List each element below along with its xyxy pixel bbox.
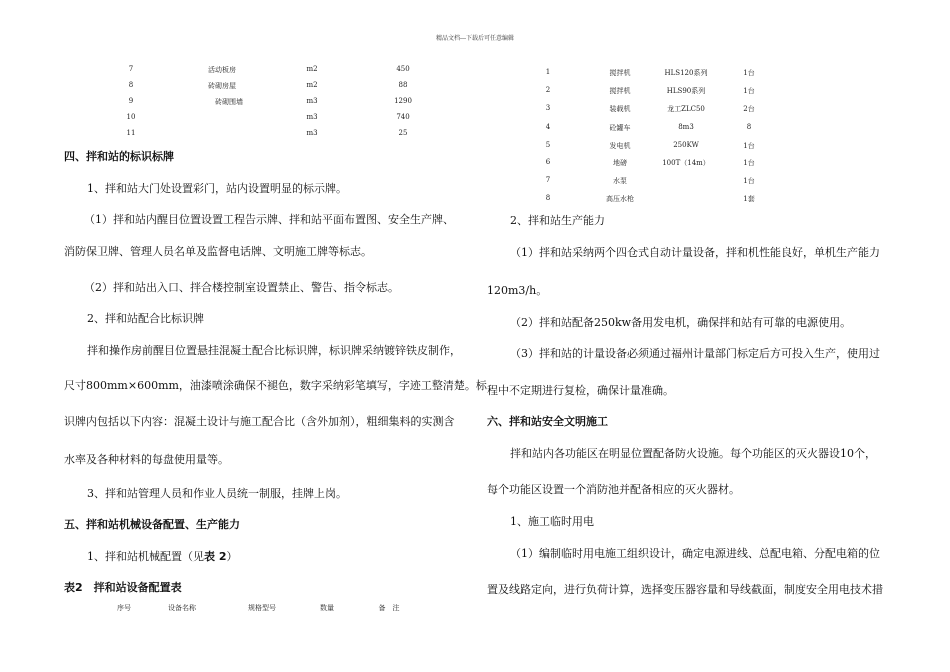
row-qty: 1台: [743, 87, 755, 95]
row-name: 高压水枪: [606, 195, 634, 203]
paragraph: 1、拌和站大门处设置彩门，站内设置明显的标示牌。: [87, 182, 347, 195]
paragraph-text: 1、拌和站机械配置（见: [87, 550, 204, 563]
page-header: 精品文档---下载后可任意编辑: [435, 35, 515, 42]
row-unit: m3: [306, 113, 318, 121]
paragraph: （1）拌和站内醒目位置设置工程告示牌、拌和站平面布置图、安全生产牌、: [84, 213, 454, 226]
row-number: 10: [126, 113, 136, 121]
paragraph: 消防保卫牌、管理人员名单及监督电话牌、文明施工牌等标志。: [64, 245, 372, 258]
paragraph: 拌和操作房前醒目位置悬挂混凝土配合比标识牌，标识牌采纳镀锌铁皮制作，: [87, 344, 461, 357]
section-4-title: 四、拌和站的标识标牌: [64, 150, 174, 163]
table-reference: 表 2: [204, 550, 227, 563]
row-number: 7: [128, 65, 134, 73]
row-number: 8: [545, 194, 551, 202]
header-cell: 规格型号: [248, 604, 276, 612]
row-unit: m2: [306, 65, 318, 73]
section-5-title: 五、拌和站机械设备配置、生产能力: [64, 518, 240, 531]
row-number: 2: [545, 86, 551, 94]
row-name: 搅拌机: [609, 69, 631, 77]
row-model: 8m3: [678, 123, 694, 131]
row-model: HLS90系列: [666, 87, 706, 95]
paragraph: 120m3/h。: [487, 284, 548, 297]
row-qty: 1290: [394, 97, 412, 105]
row-qty: 8: [746, 123, 752, 131]
row-model: 100T（14m）: [662, 159, 710, 167]
paragraph: 识牌内包括以下内容：混凝土设计与施工配合比（含外加剂），粗细集料的实测含: [64, 415, 455, 428]
row-number: 11: [126, 129, 136, 137]
row-number: 8: [128, 81, 134, 89]
paragraph: 每个功能区设置一个消防池并配备相应的灭火器材。: [487, 483, 740, 496]
section-6-title: 六、拌和站安全文明施工: [487, 415, 608, 428]
paragraph-text: ）: [226, 550, 238, 563]
paragraph: （2）拌和站配备250kw备用发电机，确保拌和站有可靠的电源使用。: [510, 316, 852, 329]
row-model: HLS120系列: [664, 69, 708, 77]
paragraph: 程中不定期进行复检，确保计量准确。: [487, 384, 674, 397]
row-model: 250KW: [673, 141, 699, 149]
row-name: 活动板房: [208, 66, 236, 74]
paragraph: 1、施工临时用电: [510, 515, 594, 528]
paragraph: 水率及各种材料的每盘使用量等。: [64, 453, 229, 466]
header-cell: 数量: [320, 604, 334, 612]
row-number: 7: [545, 176, 551, 184]
paragraph: 3、拌和站管理人员和作业人员统一制服，挂牌上岗。: [87, 487, 347, 500]
paragraph: （3）拌和站的计量设备必须通过福州计量部门标定后方可投入生产，使用过: [510, 347, 880, 360]
header-cell: 设备名称: [168, 604, 196, 612]
row-qty: 2台: [743, 105, 755, 113]
header-cell: 序号: [117, 604, 131, 612]
row-name: 砼罐车: [609, 124, 631, 132]
row-qty: 1台: [743, 177, 755, 185]
row-number: 9: [128, 97, 134, 105]
paragraph: 尺寸800mm×600mm，油漆喷涂确保不褪色，数字采纳彩笔填写，字迹工整清楚。标: [64, 379, 487, 392]
row-qty: 1台: [743, 142, 755, 150]
paragraph: 置及线路定向，进行负荷计算，选择变压器容量和导线截面，制度安全用电技术措: [487, 583, 883, 596]
row-number: 6: [545, 158, 551, 166]
paragraph: 2、拌和站配合比标识牌: [87, 312, 204, 325]
paragraph: （1）拌和站采纳两个四仓式自动计量设备，拌和机性能良好，单机生产能力: [510, 246, 880, 259]
row-model: 龙工ZLC50: [667, 105, 705, 113]
row-name: 水泵: [613, 177, 627, 185]
row-unit: m2: [306, 81, 318, 89]
paragraph: （1）编制临时用电施工组织设计，确定电源进线、总配电箱、分配电箱的位: [510, 547, 880, 560]
row-qty: 740: [396, 113, 410, 121]
paragraph: 拌和站内各功能区在明显位置配备防火设施。每个功能区的灭火器设10个，: [510, 447, 876, 460]
row-qty: 1套: [743, 195, 755, 203]
paragraph: （2）拌和站出入口、拌合楼控制室设置禁止、警告、指令标志。: [84, 281, 399, 294]
row-name: 砖砌房屋: [208, 82, 236, 90]
row-qty: 25: [398, 129, 408, 137]
row-number: 5: [545, 141, 551, 149]
row-number: 1: [545, 68, 551, 76]
row-unit: m3: [306, 129, 318, 137]
row-qty: 1台: [743, 159, 755, 167]
row-name: 装载机: [609, 105, 631, 113]
row-name: 砖砌围墙: [215, 98, 243, 106]
paragraph: 2、拌和站生产能力: [510, 214, 605, 227]
row-unit: m3: [306, 97, 318, 105]
row-name: 发电机: [609, 142, 631, 150]
row-name: 地磅: [613, 159, 627, 167]
row-number: 4: [545, 123, 551, 131]
row-qty: 1台: [743, 69, 755, 77]
row-qty: 88: [398, 81, 408, 89]
row-number: 3: [545, 104, 551, 112]
paragraph: [87, 548, 237, 564]
table-title: 表2 拌和站设备配置表: [64, 581, 182, 594]
row-name: 搅拌机: [609, 87, 631, 95]
row-qty: 450: [396, 65, 410, 73]
header-cell: 备 注: [378, 604, 400, 612]
